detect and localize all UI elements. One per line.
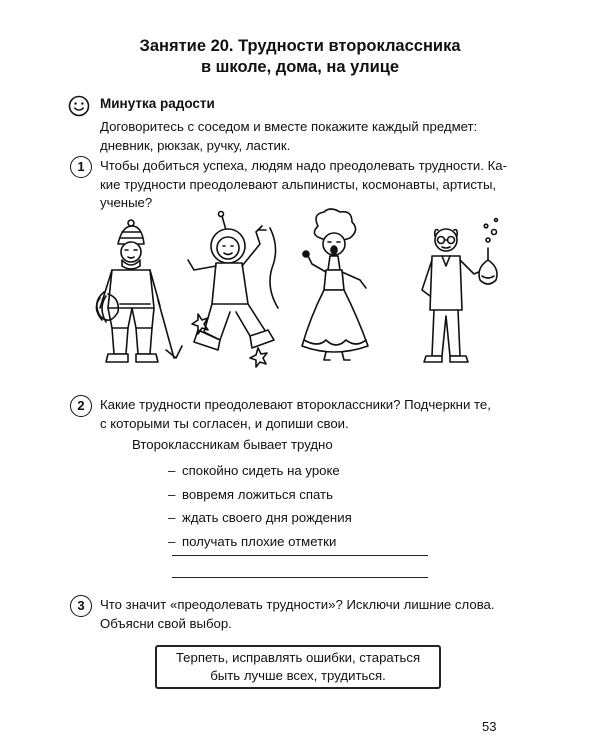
task-1-text — [100, 157, 510, 213]
list-item-text: спокойно сидеть на уроке — [182, 463, 340, 478]
task-1-line-2: кие трудности преодолевают альпинисты, космонавты, артисты, — [100, 176, 497, 192]
smiley-icon — [68, 95, 90, 117]
warmup-text-line-1: Договоритесь с соседом и вместе покажите каждый предмет: — [100, 119, 478, 134]
word-choice-box — [155, 645, 441, 689]
answer-line-2[interactable] — [172, 577, 428, 578]
warmup-text-line-2: дневник, рюкзак, ручку, ластик. — [100, 137, 291, 153]
list-item[interactable] — [168, 530, 352, 554]
task-2-line-1: Какие трудности преодолевают второклассники? Подчеркни те, — [100, 397, 491, 412]
task-3-text — [100, 596, 510, 633]
cosmonaut-figure — [188, 212, 278, 368]
warmup-title: Минутка радости — [100, 96, 215, 111]
list-item-text: ждать своего дня рождения — [182, 510, 352, 525]
page-number: 53 — [482, 719, 497, 734]
task-3-number: 3 — [70, 595, 92, 617]
task-1-line-1: Чтобы добиться успеха, людям надо преодолевать трудности. Ка- — [100, 158, 508, 173]
lesson-title-line-1: Занятие 20. Трудности второклассника — [139, 37, 461, 55]
task-2-list-heading: Второклассникам бывает трудно — [132, 437, 333, 452]
lesson-title — [0, 36, 600, 78]
task-2-line-2: с которыми ты согласен, и допиши свои. — [100, 415, 349, 431]
dash-marker: – — [168, 463, 176, 478]
dash-marker: – — [168, 486, 176, 502]
difficulties-list — [168, 459, 352, 553]
list-item[interactable] — [168, 459, 352, 483]
dash-marker: – — [168, 510, 176, 525]
word-choice-line-2: быть лучше всех, трудиться. — [210, 668, 386, 683]
list-item-text: вовремя ложиться спать — [182, 486, 333, 502]
list-item-text: получать плохие отметки — [182, 533, 337, 549]
task-3-line-1: Что значит «преодолевать трудности»? Исключи лишние слова. — [100, 597, 495, 612]
warmup-text — [100, 118, 510, 155]
mountaineer-figure — [96, 220, 182, 362]
task-1-line-3: ученые? — [100, 195, 153, 210]
actress-figure — [302, 209, 368, 360]
word-choice-line-1: Терпеть, исправлять ошибки, стараться — [175, 650, 421, 665]
task-3-line-2: Объясни свой выбор. — [100, 615, 232, 631]
task-2-number: 2 — [70, 395, 92, 417]
scientist-figure — [422, 219, 498, 363]
list-item[interactable] — [168, 483, 352, 507]
dash-marker: – — [168, 533, 176, 549]
lesson-title-line-2: в школе, дома, на улице — [200, 58, 400, 76]
list-item[interactable] — [168, 506, 352, 530]
task-2-text — [100, 396, 510, 433]
answer-line-1[interactable] — [172, 555, 428, 556]
task-1-number: 1 — [70, 156, 92, 178]
professions-illustration — [90, 208, 520, 378]
